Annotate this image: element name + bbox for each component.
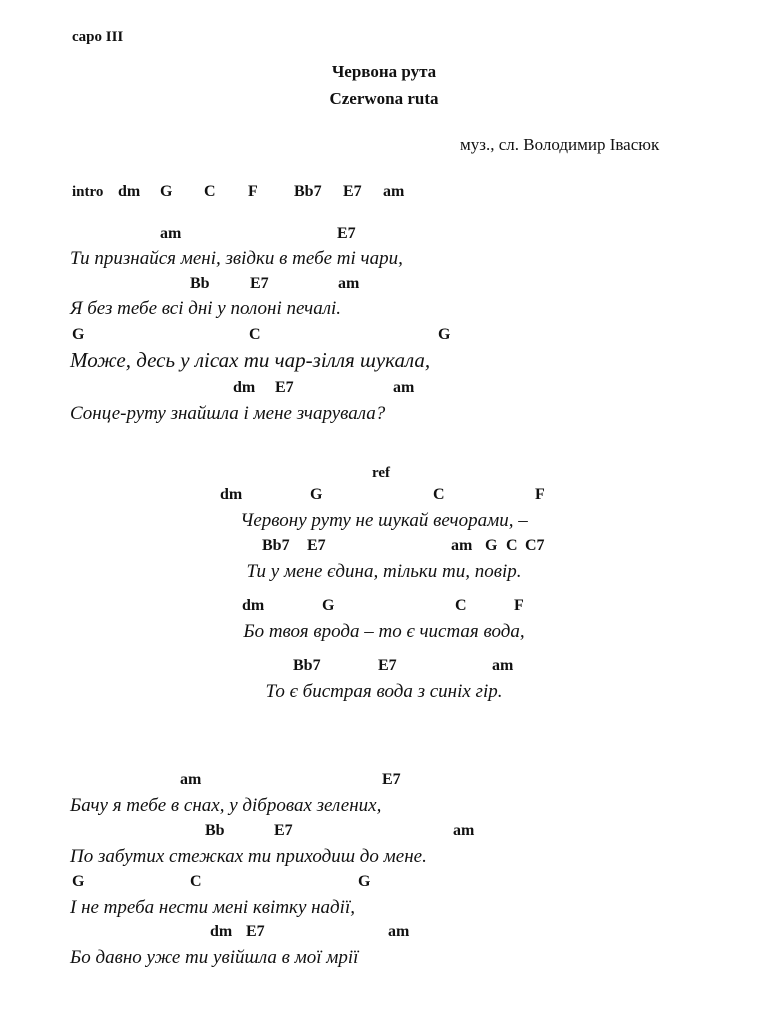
chord: dm — [210, 923, 233, 940]
lyric-line: Я без тебе всі дні у полоні печалі. — [70, 298, 342, 319]
chord: C — [433, 486, 445, 503]
chord: E7 — [343, 183, 362, 200]
chord: am — [383, 183, 405, 200]
chord: E7 — [275, 379, 294, 396]
lyric-line: Бачу я тебе в снах, у дібровах зелених, — [70, 795, 382, 816]
chord: dm — [220, 486, 243, 503]
chord: E7 — [307, 537, 326, 554]
chord: C — [455, 597, 467, 614]
chord: C — [190, 873, 202, 890]
chord: F — [514, 597, 524, 614]
chord: C — [506, 537, 518, 554]
lyric-line: Сонце-руту знайшла і мене зчарувала? — [70, 403, 386, 424]
chord: am — [180, 771, 202, 788]
chord: G — [160, 183, 173, 200]
chord: F — [248, 183, 258, 200]
chord: C — [249, 326, 261, 343]
chord: C7 — [525, 537, 545, 554]
lyric-line: Ти признайся мені, звідки в тебе ті чари, — [70, 248, 403, 269]
chord: Bb — [190, 275, 210, 292]
chord: E7 — [274, 822, 293, 839]
refrain-label: ref — [372, 465, 391, 481]
lyric-line: То є бистрая вода з синіх гір. — [265, 681, 503, 702]
song-title: Червона рута — [331, 62, 437, 81]
chord: G — [358, 873, 371, 890]
lyric-line: По забутих стежках ти приходиш до мене. — [70, 846, 427, 867]
chord: G — [322, 597, 335, 614]
chord: am — [338, 275, 360, 292]
chord: am — [492, 657, 514, 674]
lyric-line: Бо твоя врода – то є чистая вода, — [243, 621, 525, 642]
chord: am — [393, 379, 415, 396]
chord: am — [388, 923, 410, 940]
song-subtitle: Czerwona ruta — [329, 89, 439, 108]
chord: G — [438, 326, 451, 343]
chord: E7 — [246, 923, 265, 940]
lyric-line: Може, десь у лісах ти чар-зілля шукала, — [70, 348, 431, 372]
chord: am — [453, 822, 475, 839]
lyric-line: Червону руту не шукай вечорами, – — [240, 510, 528, 531]
chord: am — [160, 225, 182, 242]
chord: E7 — [337, 225, 356, 242]
chord: F — [535, 486, 545, 503]
chord: G — [72, 326, 85, 343]
capo-note: capo III — [72, 29, 124, 45]
chord: Bb — [205, 822, 225, 839]
chord: G — [310, 486, 323, 503]
lyric-line: І не треба нести мені квітку надії, — [70, 897, 355, 918]
chord: E7 — [250, 275, 269, 292]
credits: муз., сл. Володимир Івасюк — [460, 135, 660, 154]
chord: G — [485, 537, 498, 554]
chord: am — [451, 537, 473, 554]
lyric-line: Ти у мене єдина, тільки ти, повір. — [246, 561, 522, 582]
chord: Bb7 — [262, 537, 290, 554]
chord: dm — [242, 597, 265, 614]
chord: E7 — [378, 657, 397, 674]
chord: Bb7 — [294, 183, 322, 200]
chord: Bb7 — [293, 657, 321, 674]
chord: C — [204, 183, 216, 200]
chord: dm — [233, 379, 256, 396]
intro-label: intro — [72, 184, 104, 200]
chord: E7 — [382, 771, 401, 788]
chord: G — [72, 873, 85, 890]
chord: dm — [118, 183, 141, 200]
lyric-line: Бо давно уже ти увійшла в мої мрії — [70, 947, 359, 968]
